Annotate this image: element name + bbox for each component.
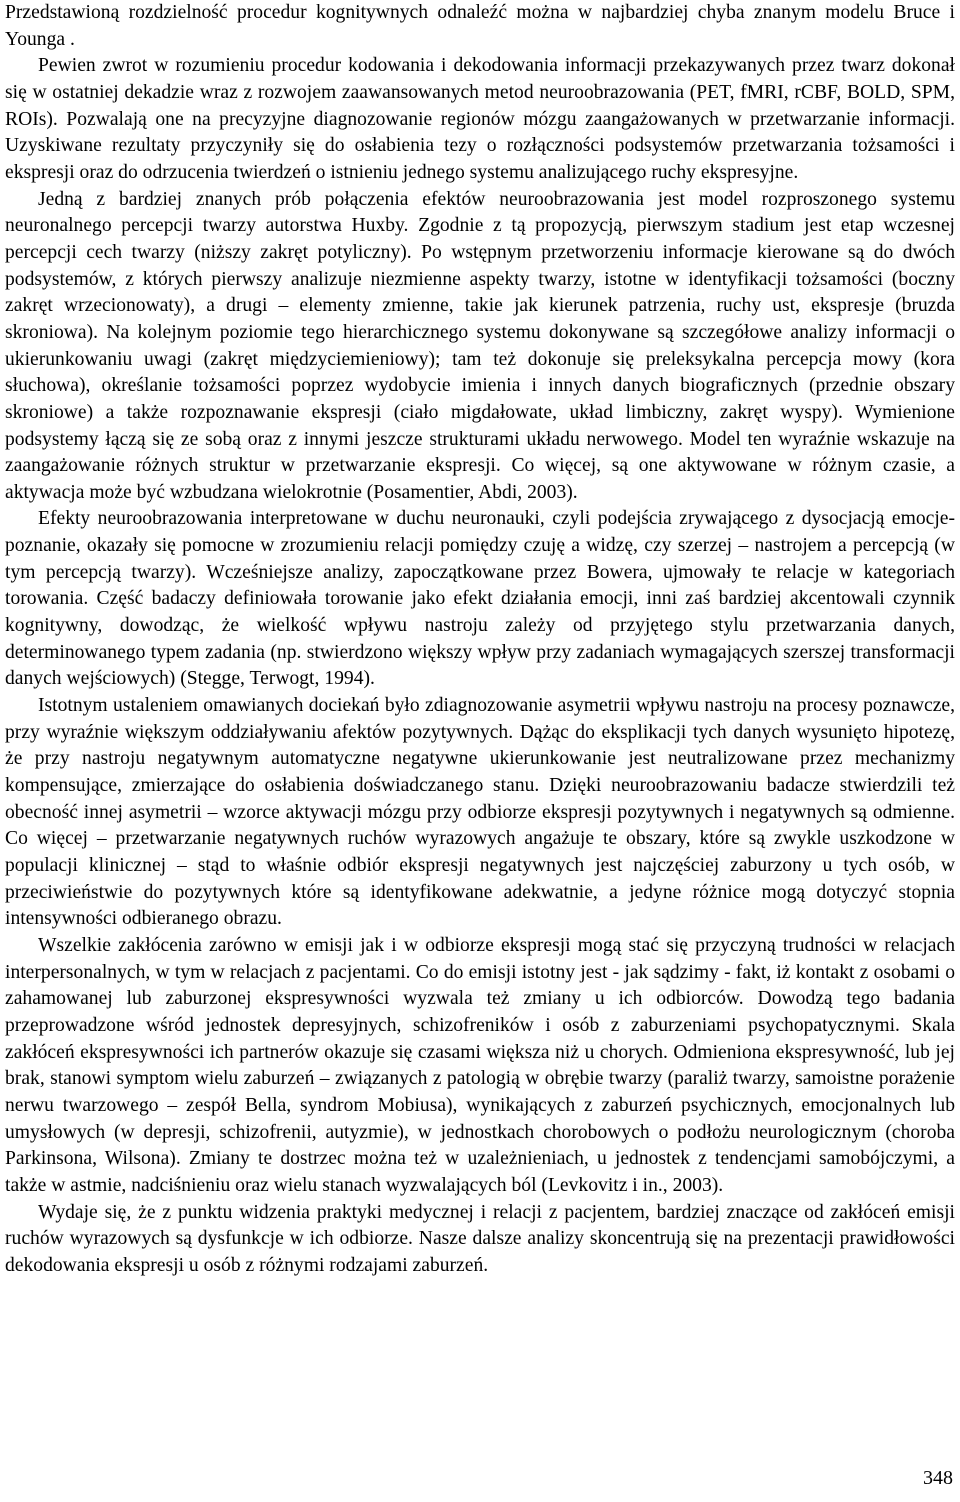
paragraph: Wszelkie zakłócenia zarówno w emisji jak i w odbiorze ekspresji mogą stać się przyczyną trudności w relacjach interpersonalnych, w tym w relacjach z pacjentami. Co do emisji istotny jest - jak sądzimy - fakt, iż kontakt z osobami o zahamowanej lub zaburzonej ekspresywności wyzwala też zmiany u ich odbiorców. Dowodzą tego badania przeprowadzone wśród jednostek depresyjnych, schizofreników i osób z zaburzeniami psychopatycznymi. Skala zakłóceń ekspresywności ich partnerów okazuje się czasami większa niż u chorych. Odmieniona ekspresywność, lub jej brak, stanowi symptom wielu zaburzeń – związanych z patologią w obrębie twarzy (paraliż twarzy, samoistne porażenie nerwu twarzowego – zespół Bella, syndrom Mobiusa), wynikających z zaburzeń psychicznych, emocjonalnych lub umysłowych (w depresji, schizofrenii, autyzmie), w jednostkach chorobowych o podłożu neurologicznym (choroba Parkinsona, Wilsona). Zmiany te dostrzec można też w uzależnieniach, u jednostek z tendencjami samobójczymi, a także w astmie, nadciśnieniu oraz wielu stanach wyzwalających ból (Levkovitz i in., 2003). — [5, 934, 955, 1196]
paragraph: Jedną z bardziej znanych prób połączenia efektów neuroobrazowania jest model rozproszonego systemu neuronalnego percepcji twarzy autorstwa Huxby. Zgodnie z tą propozycją, pierwszym stadium jest etap wczesnej percepcji cech twarzy (niższy zakręt potyliczny). Po wstępnym przetworzeniu informacje kierowane są do dwóch podsystemów, z których pierwszy analizuje niezmienne aspekty twarzy, istotne w identyfikacji tożsamości (boczny zakręt wrzecionowaty), a drugi – elementy zmienne, takie jak kierunek patrzenia, ruchy ust, ekspresje (bruzda skroniowa). Na kolejnym poziomie tego hierarchicznego systemu dokonywane są szczegółowe analizy informacji o ukierunkowaniu uwagi (zakręt międzyciemieniowy); tam też dokonuje się preleksykalna percepcja mowy (kora słuchowa), określanie tożsamości poprzez wydobycie imienia i innych danych biograficznych (przednie obszary skroniowe) a także rozpoznawanie ekspresji (ciało migdałowate, układ limbiczny, zakręt wyspy). Wymienione podsystemy łączą się ze sobą oraz z innymi jeszcze strukturami układu nerwowego. Model ten wyraźnie wskazuje na zaangażowanie różnych struktur w przetwarzanie ekspresji. Co więcej, są one aktywowane w różnym czasie, a aktywacja może być wzbudzana wielokrotnie (Posamentier, Abdi, 2003). — [5, 188, 955, 503]
paragraph: Istotnym ustaleniem omawianych dociekań było zdiagnozowanie asymetrii wpływu nastroju na procesy poznawcze, przy wyraźnie większym oddziaływaniu afektów pozytywnych. Dążąc do eksplikacji tych danych wysunięto hipotezę, że przy nastroju negatywnym automatyczne negatywne ukierunkowanie jest neutralizowane przez mechanizmy kompensujące, zmierzające do osłabienia doświadczanego stanu. Dzięki neuroobrazowaniu badacze stwierdzili też obecność innej asymetrii – wzorce aktywacji mózgu przy odbiorze ekspresji pozytywnych i negatywnych są odmienne. Co więcej – przetwarzanie negatywnych ruchów wyrazowych angażuje te obszary, które są zwykle uszkodzone w populacji klinicznej – stąd to właśnie odbiór ekspresji negatywnych jest najczęściej zaburzony u tych osób, w przeciwieństwie do pozytywnych które są identyfikowane adekwatnie, a jedyne różnice mogą dotyczyć stopnia intensywności odbieranego obrazu. — [5, 695, 955, 930]
paragraph: Przedstawioną rozdzielność procedur kognitywnych odnaleźć można w najbardziej chyba znanym modelu Bruce i Younga . — [5, 2, 955, 50]
document-body — [5, 0, 955, 1280]
paragraph: Pewien zwrot w rozumieniu procedur kodowania i dekodowania informacji przekazywanych przez twarz dokonał się w ostatniej dekadzie wraz z rozwojem zaawansowanych metod neuroobrazowania (PET, fMRI, rCBF, BOLD, SPM, ROIs). Pozwalają one na precyzyjne diagnozowanie regionów mózgu zaangażowanych w przetwarzanie informacji. Uzyskiwane rezultaty przyczyniły się do osłabienia tezy o rozłączności podsystemów przetwarzania tożsamości i ekspresji oraz do odrzucenia twierdzeń o istnieniu jednego systemu analizującego ruchy ekspresyjne. — [5, 55, 955, 183]
paragraph: Wydaje się, że z punktu widzenia praktyki medycznej i relacji z pacjentem, bardziej znaczące od zakłóceń emisji ruchów wyrazowych są dysfunkcje w ich odbiorze. Nasze dalsze analizy skoncentrują się na prezentacji prawidłowości dekodowania ekspresji u osób z różnymi rodzajami zaburzeń. — [5, 1201, 955, 1276]
page-number: 348 — [923, 1467, 953, 1489]
paragraph: Efekty neuroobrazowania interpretowane w duchu neuronauki, czyli podejścia zrywającego z dysocjacją emocje-poznanie, okazały się pomocne w zrozumieniu relacji pomiędzy czuję a widzę, czy szerzej – nastrojem a percepcją (w tym percepcją twarzy). Wcześniejsze analizy, zapoczątkowane przez Bowera, ujmowały te relacje w kategoriach torowania. Część badaczy definiowała torowanie jako efekt działania emocji, inni zaś bardziej akcentowali czynnik kognitywny, dowodząc, że wielkość wpływu nastroju zależy od przyjętego stylu przetwarzania danych, determinowanego typem zadania (np. stwierdzono większy wpływ przy zadaniach wymagających szerszej transformacji danych wejściowych) (Stegge, Terwogt, 1994). — [5, 508, 955, 690]
